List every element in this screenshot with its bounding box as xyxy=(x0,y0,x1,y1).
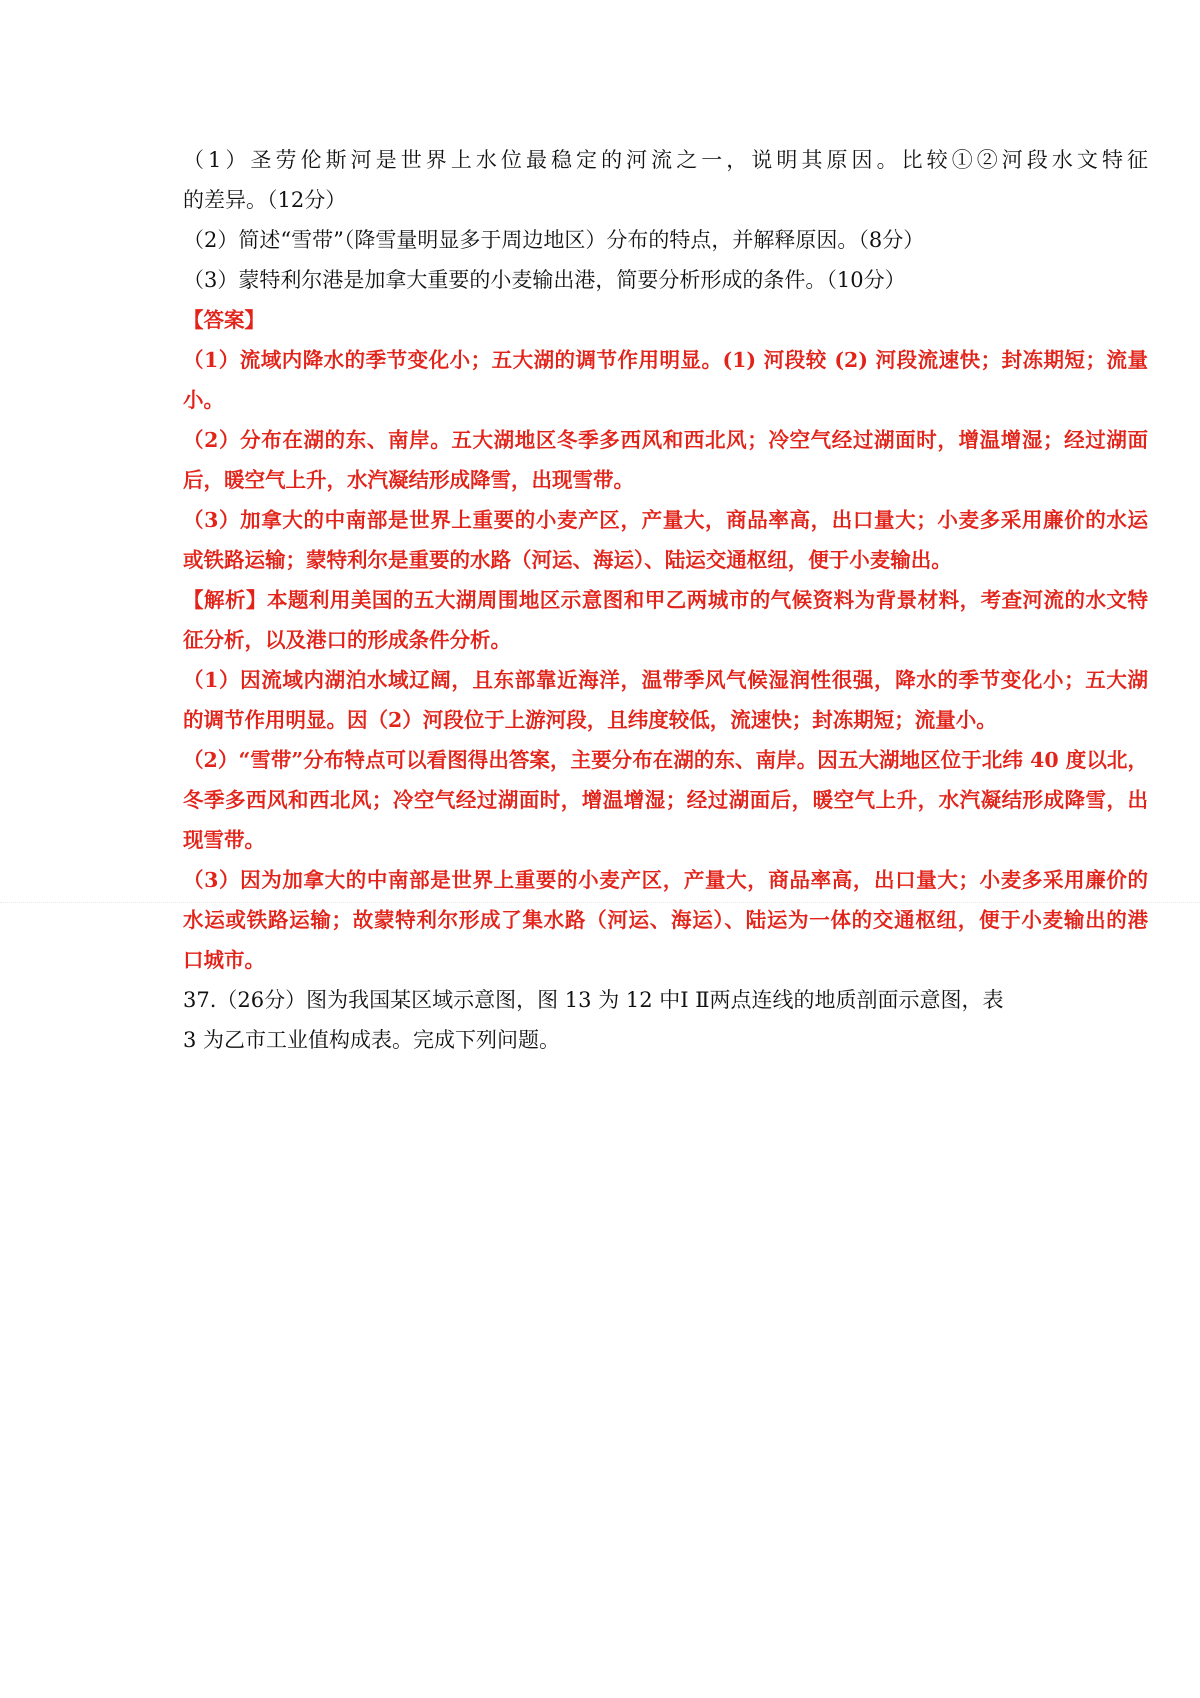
answer-line: 后，暖空气上升，水汽凝结形成降雪，出现雪带。 xyxy=(183,468,634,492)
question-37-line-1: 37.（26分）图为我国某区域示意图，图 13 为 12 中Ⅰ Ⅱ两点连线的地质剖面示意图，表 xyxy=(183,988,1004,1012)
analysis-line: 的调节作用明显。因（2）河段位于上游河段，且纬度较低，流速快；封冻期短；流量小。 xyxy=(183,708,997,732)
question-2: （2）简述“雪带”（降雪量明显多于周边地区）分布的特点，并解释原因。（8分） xyxy=(183,228,925,252)
question-1-line-1: （1）圣劳伦斯河是世界上水位最稳定的河流之一，说明其原因。比较①②河段水文特征 xyxy=(183,148,1148,172)
answer-line: 或铁路运输；蒙特利尔是重要的水路（河运、海运）、陆运交通枢纽，便于小麦输出。 xyxy=(183,548,952,572)
question-37-line-2: 3 为乙市工业值构成表。完成下列问题。 xyxy=(183,1028,561,1052)
answer-line: （1）流域内降水的季节变化小；五大湖的调节作用明显。(1) 河段较 (2) 河段流速快；封冻期短；流量 xyxy=(183,348,1148,372)
analysis-line: 水运或铁路运输；故蒙特利尔形成了集水路（河运、海运）、陆运为一体的交通枢纽，便于小麦输出的港 xyxy=(183,908,1148,932)
analysis-line: （2）“雪带”分布特点可以看图得出答案，主要分布在湖的东、南岸。因五大湖地区位于北纬 40 度以北， xyxy=(183,748,1148,772)
answer-line: 小。 xyxy=(183,388,224,412)
answer-heading: 【答案】 xyxy=(183,308,265,332)
analysis-line: 口城市。 xyxy=(183,948,265,972)
analysis-line: （3）因为加拿大的中南部是世界上重要的小麦产区，产量大，商品率高，出口量大；小麦多采用廉价的 xyxy=(183,868,1148,892)
question-3: （3）蒙特利尔港是加拿大重要的小麦输出港，简要分析形成的条件。（10分） xyxy=(183,268,906,292)
answer-line: （2）分布在湖的东、南岸。五大湖地区冬季多西风和西北风；冷空气经过湖面时，增温增湿；经过湖面 xyxy=(183,428,1148,452)
analysis-line: 冬季多西风和西北风；冷空气经过湖面时，增温增湿；经过湖面后，暖空气上升，水汽凝结形成降雪，出 xyxy=(183,788,1148,812)
document-content xyxy=(183,140,1148,1060)
analysis-line: 征分析，以及港口的形成条件分析。 xyxy=(183,628,511,652)
analysis-line: 【解析】本题利用美国的五大湖周围地区示意图和甲乙两城市的气候资料为背景材料，考查河流的水文特 xyxy=(183,588,1148,612)
analysis-line: （1）因流域内湖泊水域辽阔，且东部靠近海洋，温带季风气候湿润性很强，降水的季节变化小；五大湖 xyxy=(183,668,1148,692)
analysis-line: 现雪带。 xyxy=(183,828,265,852)
answer-line: （3）加拿大的中南部是世界上重要的小麦产区，产量大，商品率高，出口量大；小麦多采用廉价的水运 xyxy=(183,508,1148,532)
question-1-line-2: 的差异。（12分） xyxy=(183,188,347,212)
